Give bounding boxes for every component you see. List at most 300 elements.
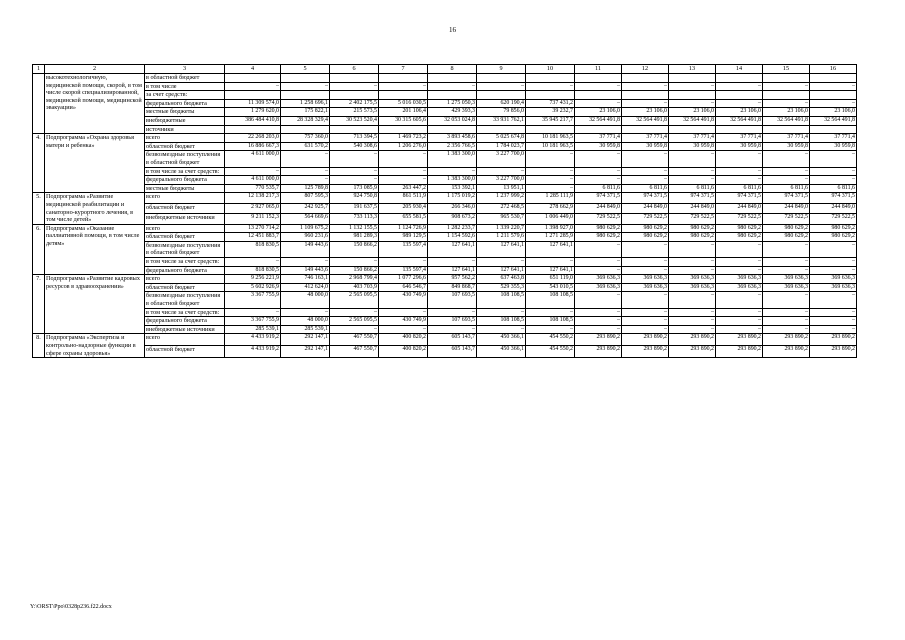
- amount-cell: 293 890,2: [622, 334, 669, 346]
- table-row: [33, 317, 857, 326]
- table-row: [33, 74, 857, 83]
- amount-cell: [526, 125, 575, 134]
- amount-cell: 5 602 926,9: [225, 283, 281, 292]
- amount-cell: –: [477, 82, 526, 91]
- amount-cell: –: [810, 292, 857, 308]
- amount-cell: 1 469 723,2: [379, 134, 428, 143]
- amount-cell: [669, 91, 716, 100]
- amount-cell: 293 890,2: [810, 346, 857, 358]
- amount-cell: 292 147,1: [281, 334, 330, 346]
- table-row: [33, 283, 857, 292]
- amount-cell: [428, 74, 477, 83]
- funding-source: внебюджетные источники: [145, 325, 225, 334]
- amount-cell: 28 328 329,4: [281, 116, 330, 125]
- amount-cell: –: [281, 82, 330, 91]
- row-number: [33, 74, 45, 134]
- amount-cell: 637 463,8: [477, 275, 526, 284]
- amount-cell: 293 890,2: [669, 334, 716, 346]
- amount-cell: 733 113,3: [330, 214, 379, 224]
- amount-cell: –: [669, 325, 716, 334]
- amount-cell: 924 750,8: [330, 193, 379, 203]
- amount-cell: 980 629,2: [669, 233, 716, 242]
- amount-cell: 30 523 520,4: [330, 116, 379, 125]
- amount-cell: 244 849,0: [810, 203, 857, 213]
- amount-cell: 1 109 675,2: [281, 224, 330, 233]
- amount-cell: –: [763, 151, 810, 167]
- amount-cell: 369 636,3: [622, 275, 669, 284]
- amount-cell: –: [763, 82, 810, 91]
- amount-cell: 620 190,4: [477, 99, 526, 108]
- amount-cell: –: [526, 308, 575, 317]
- amount-cell: –: [622, 82, 669, 91]
- amount-cell: 1 285 111,9: [526, 193, 575, 203]
- amount-cell: –: [575, 151, 622, 167]
- amount-cell: 2 565 095,5: [330, 292, 379, 308]
- row-number: 4.: [33, 134, 45, 193]
- amount-cell: 10 181 963,5: [526, 134, 575, 143]
- amount-cell: 957 562,2: [428, 275, 477, 284]
- amount-cell: 646 546,7: [379, 283, 428, 292]
- amount-cell: 974 371,5: [622, 193, 669, 203]
- amount-cell: [669, 74, 716, 83]
- table-row: [33, 214, 857, 224]
- table-row: [33, 241, 857, 257]
- amount-cell: 908 673,2: [428, 214, 477, 224]
- funding-source: безвозмездные поступления в областной бюджет: [145, 292, 225, 308]
- amount-cell: [810, 74, 857, 83]
- table-row: [33, 134, 857, 143]
- amount-cell: [379, 74, 428, 83]
- amount-cell: 6 811,6: [622, 184, 669, 193]
- amount-cell: –: [330, 308, 379, 317]
- funding-source: всего: [145, 275, 225, 284]
- amount-cell: –: [669, 258, 716, 267]
- table-row: [33, 292, 857, 308]
- amount-cell: 2 968 799,4: [330, 275, 379, 284]
- amount-cell: 135 597,4: [379, 241, 428, 257]
- amount-cell: –: [716, 266, 763, 275]
- amount-cell: –: [526, 176, 575, 185]
- amount-cell: 135 597,4: [379, 266, 428, 275]
- amount-cell: –: [669, 266, 716, 275]
- amount-cell: 729 522,5: [763, 214, 810, 224]
- table-row: [33, 125, 857, 134]
- funding-source: местные бюджеты: [145, 184, 225, 193]
- amount-cell: –: [763, 317, 810, 326]
- amount-cell: 369 636,3: [575, 283, 622, 292]
- amount-cell: –: [810, 99, 857, 108]
- file-path-footer: Y:\ORST\Ppo\0328p236.f22.docx: [30, 604, 112, 610]
- amount-cell: 293 890,2: [716, 346, 763, 358]
- amount-cell: –: [716, 176, 763, 185]
- amount-cell: 564 669,6: [281, 214, 330, 224]
- amount-cell: –: [281, 167, 330, 176]
- amount-cell: 713 394,5: [330, 134, 379, 143]
- amount-cell: 108 108,5: [477, 317, 526, 326]
- amount-cell: 23 106,0: [669, 108, 716, 117]
- amount-cell: 729 522,5: [669, 214, 716, 224]
- amount-cell: 244 849,0: [622, 203, 669, 213]
- amount-cell: 4 433 919,2: [225, 334, 281, 346]
- amount-cell: [477, 91, 526, 100]
- amount-cell: –: [281, 308, 330, 317]
- amount-cell: –: [575, 167, 622, 176]
- amount-cell: 980 629,2: [622, 233, 669, 242]
- amount-cell: –: [810, 258, 857, 267]
- amount-cell: 403 703,9: [330, 283, 379, 292]
- amount-cell: 125 789,8: [281, 184, 330, 193]
- amount-cell: –: [225, 82, 281, 91]
- amount-cell: –: [810, 241, 857, 257]
- amount-cell: [622, 91, 669, 100]
- amount-cell: 818 830,5: [225, 241, 281, 257]
- amount-cell: –: [622, 317, 669, 326]
- funding-source: источники: [145, 125, 225, 134]
- amount-cell: 127 641,1: [477, 241, 526, 257]
- amount-cell: 369 636,3: [810, 283, 857, 292]
- amount-cell: 989 129,5: [379, 233, 428, 242]
- amount-cell: –: [526, 325, 575, 334]
- amount-cell: 173 085,9: [330, 184, 379, 193]
- funding-source: всего: [145, 334, 225, 346]
- amount-cell: 3 893 458,6: [428, 134, 477, 143]
- amount-cell: [477, 125, 526, 134]
- column-number: 4: [225, 65, 281, 74]
- amount-cell: 1 279 620,0: [225, 108, 281, 117]
- amount-cell: 293 890,2: [716, 334, 763, 346]
- amount-cell: –: [575, 325, 622, 334]
- amount-cell: 1 383 300,0: [428, 151, 477, 167]
- subprogram-name: Подпрограмма «Экспертиза и контрольно-надзорные функции в сфере охраны здоровья»: [45, 334, 145, 358]
- amount-cell: –: [477, 258, 526, 267]
- amount-cell: 2 565 095,5: [330, 317, 379, 326]
- amount-cell: –: [716, 99, 763, 108]
- amount-cell: –: [622, 99, 669, 108]
- amount-cell: 430 749,9: [379, 292, 428, 308]
- amount-cell: –: [763, 266, 810, 275]
- amount-cell: –: [622, 241, 669, 257]
- amount-cell: 242 925,7: [281, 203, 330, 213]
- amount-cell: 150 866,2: [330, 241, 379, 257]
- amount-cell: –: [477, 325, 526, 334]
- amount-cell: [716, 125, 763, 134]
- column-number: 7: [379, 65, 428, 74]
- amount-cell: –: [379, 82, 428, 91]
- amount-cell: [428, 91, 477, 100]
- amount-cell: 960 231,6: [281, 233, 330, 242]
- amount-cell: 631 570,2: [281, 142, 330, 151]
- column-number: 11: [575, 65, 622, 74]
- amount-cell: –: [477, 308, 526, 317]
- amount-cell: –: [575, 266, 622, 275]
- funding-source: федерального бюджета: [145, 317, 225, 326]
- row-number: 5.: [33, 193, 45, 224]
- amount-cell: 292 147,1: [281, 346, 330, 358]
- amount-cell: 12 138 217,3: [225, 193, 281, 203]
- amount-cell: –: [622, 292, 669, 308]
- amount-cell: –: [575, 176, 622, 185]
- amount-cell: –: [716, 317, 763, 326]
- amount-cell: 980 629,2: [575, 233, 622, 242]
- amount-cell: 13 951,1: [477, 184, 526, 193]
- amount-cell: 16 886 667,3: [225, 142, 281, 151]
- amount-cell: [810, 125, 857, 134]
- funding-source: безвозмездные поступления в областной бюджет: [145, 241, 225, 257]
- amount-cell: –: [669, 176, 716, 185]
- amount-cell: 293 890,2: [763, 334, 810, 346]
- funding-source: всего: [145, 193, 225, 203]
- amount-cell: 107 693,5: [428, 292, 477, 308]
- amount-cell: –: [622, 266, 669, 275]
- amount-cell: 285 539,1: [225, 325, 281, 334]
- amount-cell: 32 564 491,8: [716, 116, 763, 125]
- table-row: [33, 224, 857, 233]
- amount-cell: 293 890,2: [669, 346, 716, 358]
- amount-cell: 2 927 065,0: [225, 203, 281, 213]
- amount-cell: –: [669, 167, 716, 176]
- amount-cell: 244 849,0: [716, 203, 763, 213]
- amount-cell: [281, 125, 330, 134]
- column-number: 5: [281, 65, 330, 74]
- amount-cell: 655 581,5: [379, 214, 428, 224]
- table-row: [33, 233, 857, 242]
- amount-cell: 980 629,2: [716, 224, 763, 233]
- amount-cell: –: [810, 308, 857, 317]
- amount-cell: 974 371,5: [810, 193, 857, 203]
- amount-cell: 37 771,4: [575, 134, 622, 143]
- amount-cell: 127 641,1: [428, 241, 477, 257]
- amount-cell: 807 595,3: [281, 193, 330, 203]
- amount-cell: 454 550,2: [526, 334, 575, 346]
- subprogram-name: высокотехнологичную, медицинской помощи, скорой, в том числе скорой специализированной, медицинской помощи, медицинской эвакуации»: [45, 74, 145, 134]
- amount-cell: 818 830,5: [225, 266, 281, 275]
- amount-cell: 10 181 963,5: [526, 142, 575, 151]
- amount-cell: –: [575, 258, 622, 267]
- subprogram-name: Подпрограмма «Охрана здоровья матери и ребенка»: [45, 134, 145, 193]
- amount-cell: 1 398 927,0: [526, 224, 575, 233]
- row-number: 6.: [33, 224, 45, 275]
- amount-cell: 30 315 605,6: [379, 116, 428, 125]
- funding-source: областной бюджет: [145, 283, 225, 292]
- amount-cell: 430 749,9: [379, 317, 428, 326]
- funding-source: федерального бюджета: [145, 176, 225, 185]
- amount-cell: –: [225, 308, 281, 317]
- subprogram-name: Подпрограмма «Развитие кадровых ресурсов в здравоохранении»: [45, 275, 145, 334]
- amount-cell: 9 256 221,9: [225, 275, 281, 284]
- amount-cell: 175 822,1: [281, 108, 330, 117]
- amount-cell: –: [763, 292, 810, 308]
- amount-cell: 1 211 579,6: [477, 233, 526, 242]
- amount-cell: 35 945 217,7: [526, 116, 575, 125]
- amount-cell: 974 371,5: [763, 193, 810, 203]
- amount-cell: [763, 125, 810, 134]
- amount-cell: 4 433 919,2: [225, 346, 281, 358]
- amount-cell: –: [622, 258, 669, 267]
- amount-cell: –: [379, 176, 428, 185]
- amount-cell: 729 522,5: [622, 214, 669, 224]
- amount-cell: –: [810, 317, 857, 326]
- amount-cell: –: [575, 317, 622, 326]
- amount-cell: [330, 91, 379, 100]
- amount-cell: 79 856,0: [477, 108, 526, 117]
- amount-cell: 450 366,1: [477, 346, 526, 358]
- amount-cell: –: [669, 151, 716, 167]
- amount-cell: 1 282 233,7: [428, 224, 477, 233]
- amount-cell: –: [379, 258, 428, 267]
- amount-cell: 1 784 023,7: [477, 142, 526, 151]
- amount-cell: 108 108,5: [526, 292, 575, 308]
- amount-cell: 23 106,0: [622, 108, 669, 117]
- amount-cell: –: [526, 167, 575, 176]
- amount-cell: 369 636,3: [622, 283, 669, 292]
- amount-cell: –: [379, 325, 428, 334]
- amount-cell: 400 820,2: [379, 334, 428, 346]
- row-number: 7.: [33, 275, 45, 334]
- amount-cell: 980 629,2: [763, 224, 810, 233]
- amount-cell: [526, 91, 575, 100]
- table-row: [33, 334, 857, 346]
- table-row: [33, 346, 857, 358]
- amount-cell: 127 641,1: [477, 266, 526, 275]
- amount-cell: –: [526, 258, 575, 267]
- amount-cell: [428, 125, 477, 134]
- amount-cell: 981 289,3: [330, 233, 379, 242]
- amount-cell: 737 431,2: [526, 99, 575, 108]
- amount-cell: 605 143,7: [428, 334, 477, 346]
- amount-cell: 543 010,5: [526, 283, 575, 292]
- amount-cell: [281, 91, 330, 100]
- amount-cell: 980 629,2: [810, 224, 857, 233]
- amount-cell: 285 539,1: [281, 325, 330, 334]
- amount-cell: 153 392,1: [428, 184, 477, 193]
- amount-cell: [575, 125, 622, 134]
- amount-cell: 529 355,3: [477, 283, 526, 292]
- amount-cell: [225, 125, 281, 134]
- amount-cell: 369 636,3: [810, 275, 857, 284]
- amount-cell: –: [379, 308, 428, 317]
- amount-cell: 400 820,2: [379, 346, 428, 358]
- subprogram-name: Подпрограмма «Развитие медицинской реабилитации и санаторно-курортного лечения, в том числе детей»: [45, 193, 145, 224]
- amount-cell: 37 771,4: [669, 134, 716, 143]
- amount-cell: 980 629,2: [716, 233, 763, 242]
- amount-cell: 369 636,3: [575, 275, 622, 284]
- table-row: [33, 142, 857, 151]
- amount-cell: 272 468,5: [477, 203, 526, 213]
- table-row: [33, 325, 857, 334]
- column-number: 2: [45, 65, 145, 74]
- funding-source: федерального бюджета: [145, 99, 225, 108]
- amount-cell: 369 636,3: [716, 275, 763, 284]
- amount-cell: 150 866,2: [330, 266, 379, 275]
- column-number: 13: [669, 65, 716, 74]
- amount-cell: 6 811,6: [763, 184, 810, 193]
- amount-cell: –: [810, 167, 857, 176]
- amount-cell: –: [330, 176, 379, 185]
- amount-cell: 201 106,4: [379, 108, 428, 117]
- amount-cell: 974 371,5: [575, 193, 622, 203]
- funding-source: всего: [145, 134, 225, 143]
- amount-cell: 467 550,7: [330, 334, 379, 346]
- amount-cell: –: [716, 292, 763, 308]
- amount-cell: –: [810, 176, 857, 185]
- amount-cell: 980 629,2: [669, 224, 716, 233]
- amount-cell: 278 662,9: [526, 203, 575, 213]
- amount-cell: –: [281, 176, 330, 185]
- amount-cell: –: [330, 167, 379, 176]
- row-number: 8.: [33, 334, 45, 358]
- amount-cell: 1 206 276,0: [379, 142, 428, 151]
- amount-cell: –: [281, 258, 330, 267]
- table-row: [33, 167, 857, 176]
- amount-cell: 1 383 300,0: [428, 176, 477, 185]
- amount-cell: –: [810, 266, 857, 275]
- amount-cell: 980 629,2: [810, 233, 857, 242]
- amount-cell: –: [716, 308, 763, 317]
- amount-cell: –: [763, 325, 810, 334]
- amount-cell: 861 511,9: [379, 193, 428, 203]
- amount-cell: 454 550,2: [526, 346, 575, 358]
- amount-cell: 386 484 410,8: [225, 116, 281, 125]
- amount-cell: 369 636,3: [716, 283, 763, 292]
- amount-cell: –: [428, 325, 477, 334]
- funding-source: внебюджетные: [145, 116, 225, 125]
- funding-source: в том числе: [145, 82, 225, 91]
- amount-cell: 30 959,8: [763, 142, 810, 151]
- amount-cell: 729 522,5: [716, 214, 763, 224]
- amount-cell: 1 237 999,2: [477, 193, 526, 203]
- amount-cell: 32 564 491,8: [575, 116, 622, 125]
- amount-cell: –: [716, 325, 763, 334]
- amount-cell: –: [575, 82, 622, 91]
- amount-cell: 429 393,3: [428, 108, 477, 117]
- amount-cell: –: [575, 292, 622, 308]
- amount-cell: 32 564 491,8: [669, 116, 716, 125]
- amount-cell: 9 211 152,3: [225, 214, 281, 224]
- amount-cell: 149 443,6: [281, 266, 330, 275]
- header-row: [33, 65, 857, 74]
- amount-cell: 244 849,0: [669, 203, 716, 213]
- amount-cell: 11 309 574,0: [225, 99, 281, 108]
- amount-cell: 32 564 491,8: [810, 116, 857, 125]
- amount-cell: [225, 91, 281, 100]
- amount-cell: –: [669, 317, 716, 326]
- amount-cell: –: [716, 151, 763, 167]
- amount-cell: 30 959,8: [810, 142, 857, 151]
- amount-cell: –: [810, 325, 857, 334]
- amount-cell: 605 143,7: [428, 346, 477, 358]
- funding-source: местные бюджеты: [145, 108, 225, 117]
- amount-cell: 32 564 491,8: [763, 116, 810, 125]
- amount-cell: 6 811,6: [575, 184, 622, 193]
- amount-cell: 48 000,0: [281, 292, 330, 308]
- amount-cell: –: [428, 167, 477, 176]
- table-row: [33, 99, 857, 108]
- amount-cell: –: [669, 308, 716, 317]
- amount-cell: 30 959,8: [716, 142, 763, 151]
- funding-source: областной бюджет: [145, 142, 225, 151]
- amount-cell: 127 641,1: [526, 241, 575, 257]
- amount-cell: 23 106,0: [763, 108, 810, 117]
- amount-cell: 244 849,0: [575, 203, 622, 213]
- amount-cell: –: [575, 308, 622, 317]
- amount-cell: 107 693,5: [428, 317, 477, 326]
- funding-source: в том числе за счет средств:: [145, 167, 225, 176]
- amount-cell: 412 624,0: [281, 283, 330, 292]
- amount-cell: –: [669, 99, 716, 108]
- amount-cell: 293 890,2: [575, 334, 622, 346]
- funding-source: областной бюджет: [145, 203, 225, 213]
- amount-cell: –: [622, 151, 669, 167]
